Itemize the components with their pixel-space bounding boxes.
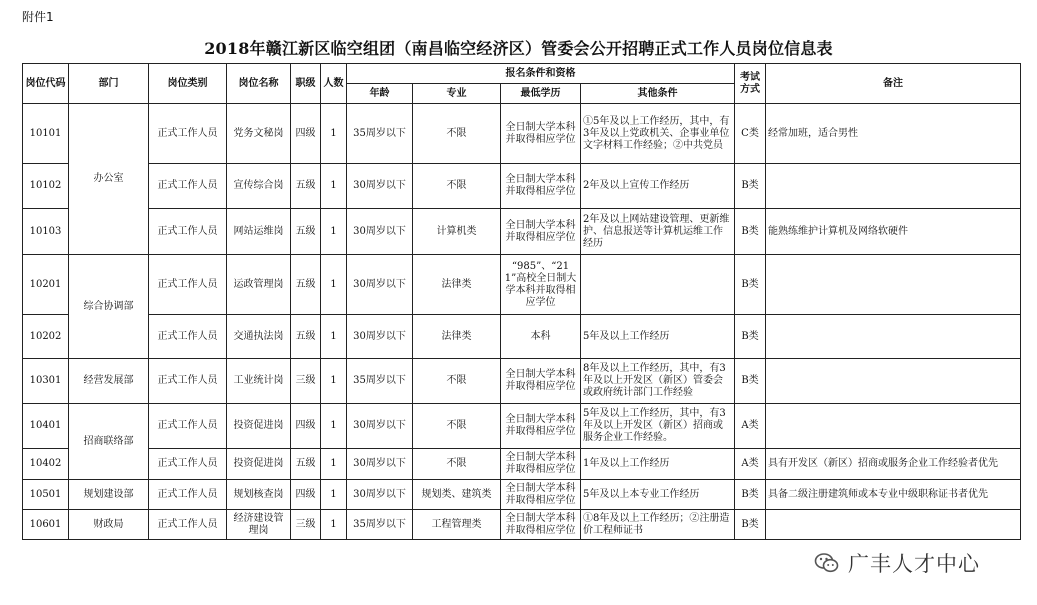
table-row — [23, 359, 1021, 404]
cell-category: 正式工作人员 — [149, 209, 227, 255]
cell-category: 正式工作人员 — [149, 255, 227, 315]
cell-notes: 具备二级注册建筑师或本专业中级职称证书者优先 — [766, 480, 1021, 510]
cell-level: 五级 — [291, 315, 321, 359]
table-row — [23, 164, 1021, 209]
cell-dept: 财政局 — [69, 510, 149, 540]
cell-education: 全日制大学本科并取得相应学位 — [501, 480, 581, 510]
cell-category: 正式工作人员 — [149, 404, 227, 449]
cell-count: 1 — [321, 510, 347, 540]
cell-level: 三级 — [291, 359, 321, 404]
header-major: 专业 — [413, 84, 501, 104]
cell-level: 四级 — [291, 404, 321, 449]
cell-education: 全日制大学本科并取得相应学位 — [501, 404, 581, 449]
cell-category: 正式工作人员 — [149, 510, 227, 540]
cell-code: 10102 — [23, 164, 69, 209]
cell-notes: 具有开发区（新区）招商或服务企业工作经验者优先 — [766, 449, 1021, 480]
cell-code: 10402 — [23, 449, 69, 480]
positions-table — [22, 63, 1021, 540]
cell-code: 10601 — [23, 510, 69, 540]
table-row — [23, 449, 1021, 480]
cell-education: 本科 — [501, 315, 581, 359]
header-category: 岗位类别 — [149, 64, 227, 104]
cell-category: 正式工作人员 — [149, 315, 227, 359]
header-age: 年龄 — [347, 84, 413, 104]
cell-notes — [766, 359, 1021, 404]
header-row — [23, 64, 1021, 84]
cell-notes — [766, 510, 1021, 540]
cell-major: 不限 — [413, 104, 501, 164]
cell-code: 10201 — [23, 255, 69, 315]
cell-major: 不限 — [413, 449, 501, 480]
table-row — [23, 255, 1021, 315]
cell-dept: 综合协调部 — [69, 255, 149, 359]
header-notes: 备注 — [766, 64, 1021, 104]
cell-dept: 招商联络部 — [69, 404, 149, 480]
cell-dept: 规划建设部 — [69, 480, 149, 510]
cell-name: 党务文秘岗 — [227, 104, 291, 164]
cell-other: 2年及以上网站建设管理、更新维护、信息报送等计算机运维工作经历 — [581, 209, 735, 255]
header-exam: 考试方式 — [735, 64, 766, 104]
cell-notes — [766, 404, 1021, 449]
cell-count: 1 — [321, 209, 347, 255]
cell-other: 1年及以上工作经历 — [581, 449, 735, 480]
cell-level: 五级 — [291, 449, 321, 480]
header-code: 岗位代码 — [23, 64, 69, 104]
cell-education: 全日制大学本科并取得相应学位 — [501, 510, 581, 540]
cell-age: 30周岁以下 — [347, 315, 413, 359]
cell-code: 10501 — [23, 480, 69, 510]
cell-name: 经济建设管理岗 — [227, 510, 291, 540]
document-title: 2018年赣江新区临空组团（南昌临空经济区）管委会公开招聘正式工作人员岗位信息表 — [204, 39, 833, 58]
attachment-label: 附件1 — [22, 10, 54, 24]
cell-major: 法律类 — [413, 255, 501, 315]
cell-age: 35周岁以下 — [347, 359, 413, 404]
cell-age: 35周岁以下 — [347, 510, 413, 540]
cell-exam: B类 — [735, 480, 766, 510]
cell-notes — [766, 255, 1021, 315]
cell-education: 全日制大学本科并取得相应学位 — [501, 209, 581, 255]
cell-name: 投资促进岗 — [227, 449, 291, 480]
cell-count: 1 — [321, 255, 347, 315]
cell-count: 1 — [321, 164, 347, 209]
cell-category: 正式工作人员 — [149, 359, 227, 404]
cell-notes: 能熟练维护计算机及网络软硬件 — [766, 209, 1021, 255]
cell-name: 运政管理岗 — [227, 255, 291, 315]
cell-name: 网站运维岗 — [227, 209, 291, 255]
cell-exam: B类 — [735, 359, 766, 404]
cell-major: 计算机类 — [413, 209, 501, 255]
table-row — [23, 510, 1021, 540]
cell-education: 全日制大学本科并取得相应学位 — [501, 164, 581, 209]
cell-exam: B类 — [735, 164, 766, 209]
cell-major: 工程管理类 — [413, 510, 501, 540]
table-row — [23, 480, 1021, 510]
cell-exam: A类 — [735, 449, 766, 480]
cell-education: “985”、“211”高校全日制大学本科并取得相应学位 — [501, 255, 581, 315]
watermark — [814, 548, 980, 578]
header-other: 其他条件 — [581, 84, 735, 104]
cell-exam: B类 — [735, 510, 766, 540]
cell-education: 全日制大学本科并取得相应学位 — [501, 449, 581, 480]
cell-level: 五级 — [291, 255, 321, 315]
cell-other: 5年及以上工作经历 — [581, 315, 735, 359]
cell-notes — [766, 164, 1021, 209]
cell-other: 5年及以上工作经历，其中，有3年及以上开发区（新区）招商或服务企业工作经验。 — [581, 404, 735, 449]
cell-code: 10202 — [23, 315, 69, 359]
cell-code: 10101 — [23, 104, 69, 164]
cell-dept: 经营发展部 — [69, 359, 149, 404]
cell-name: 宣传综合岗 — [227, 164, 291, 209]
cell-age: 30周岁以下 — [347, 404, 413, 449]
cell-name: 规划核查岗 — [227, 480, 291, 510]
cell-category: 正式工作人员 — [149, 164, 227, 209]
cell-category: 正式工作人员 — [149, 449, 227, 480]
header-requirements: 报名条件和资格 — [347, 64, 735, 84]
table-row — [23, 209, 1021, 255]
cell-count: 1 — [321, 104, 347, 164]
cell-level: 四级 — [291, 104, 321, 164]
cell-count: 1 — [321, 480, 347, 510]
cell-name: 交通执法岗 — [227, 315, 291, 359]
cell-dept: 办公室 — [69, 104, 149, 255]
watermark-text: 广丰人才中心 — [848, 552, 980, 576]
header-count: 人数 — [321, 64, 347, 104]
cell-notes: 经常加班，适合男性 — [766, 104, 1021, 164]
cell-education: 全日制大学本科并取得相应学位 — [501, 104, 581, 164]
cell-code: 10103 — [23, 209, 69, 255]
cell-age: 35周岁以下 — [347, 104, 413, 164]
cell-major: 不限 — [413, 164, 501, 209]
cell-name: 投资促进岗 — [227, 404, 291, 449]
cell-exam: C类 — [735, 104, 766, 164]
table-row — [23, 404, 1021, 449]
cell-category: 正式工作人员 — [149, 104, 227, 164]
cell-notes — [766, 315, 1021, 359]
cell-other: ①8年及以上工作经历；②注册造价工程师证书 — [581, 510, 735, 540]
wechat-icon — [814, 550, 840, 576]
cell-education: 全日制大学本科并取得相应学位 — [501, 359, 581, 404]
table-row — [23, 315, 1021, 359]
cell-count: 1 — [321, 404, 347, 449]
cell-count: 1 — [321, 449, 347, 480]
header-level: 职级 — [291, 64, 321, 104]
cell-category: 正式工作人员 — [149, 480, 227, 510]
cell-level: 五级 — [291, 164, 321, 209]
cell-other: 2年及以上宣传工作经历 — [581, 164, 735, 209]
cell-age: 30周岁以下 — [347, 480, 413, 510]
cell-major: 规划类、建筑类 — [413, 480, 501, 510]
cell-major: 不限 — [413, 359, 501, 404]
cell-other — [581, 255, 735, 315]
cell-count: 1 — [321, 315, 347, 359]
cell-age: 30周岁以下 — [347, 209, 413, 255]
cell-major: 法律类 — [413, 315, 501, 359]
cell-major: 不限 — [413, 404, 501, 449]
cell-other: 8年及以上工作经历，其中，有3年及以上开发区（新区）管委会或政府统计部门工作经验 — [581, 359, 735, 404]
cell-code: 10301 — [23, 359, 69, 404]
cell-age: 30周岁以下 — [347, 449, 413, 480]
cell-exam: B类 — [735, 209, 766, 255]
cell-level: 三级 — [291, 510, 321, 540]
header-education: 最低学历 — [501, 84, 581, 104]
cell-age: 30周岁以下 — [347, 255, 413, 315]
cell-age: 30周岁以下 — [347, 164, 413, 209]
cell-code: 10401 — [23, 404, 69, 449]
cell-exam: A类 — [735, 404, 766, 449]
cell-exam: B类 — [735, 315, 766, 359]
cell-level: 四级 — [291, 480, 321, 510]
cell-other: 5年及以上本专业工作经历 — [581, 480, 735, 510]
table-row — [23, 104, 1021, 164]
cell-name: 工业统计岗 — [227, 359, 291, 404]
cell-level: 五级 — [291, 209, 321, 255]
header-name: 岗位名称 — [227, 64, 291, 104]
cell-other: ①5年及以上工作经历，其中，有3年及以上党政机关、企事业单位文字材料工作经验；②中共党员 — [581, 104, 735, 164]
cell-exam: B类 — [735, 255, 766, 315]
header-dept: 部门 — [69, 64, 149, 104]
cell-count: 1 — [321, 359, 347, 404]
